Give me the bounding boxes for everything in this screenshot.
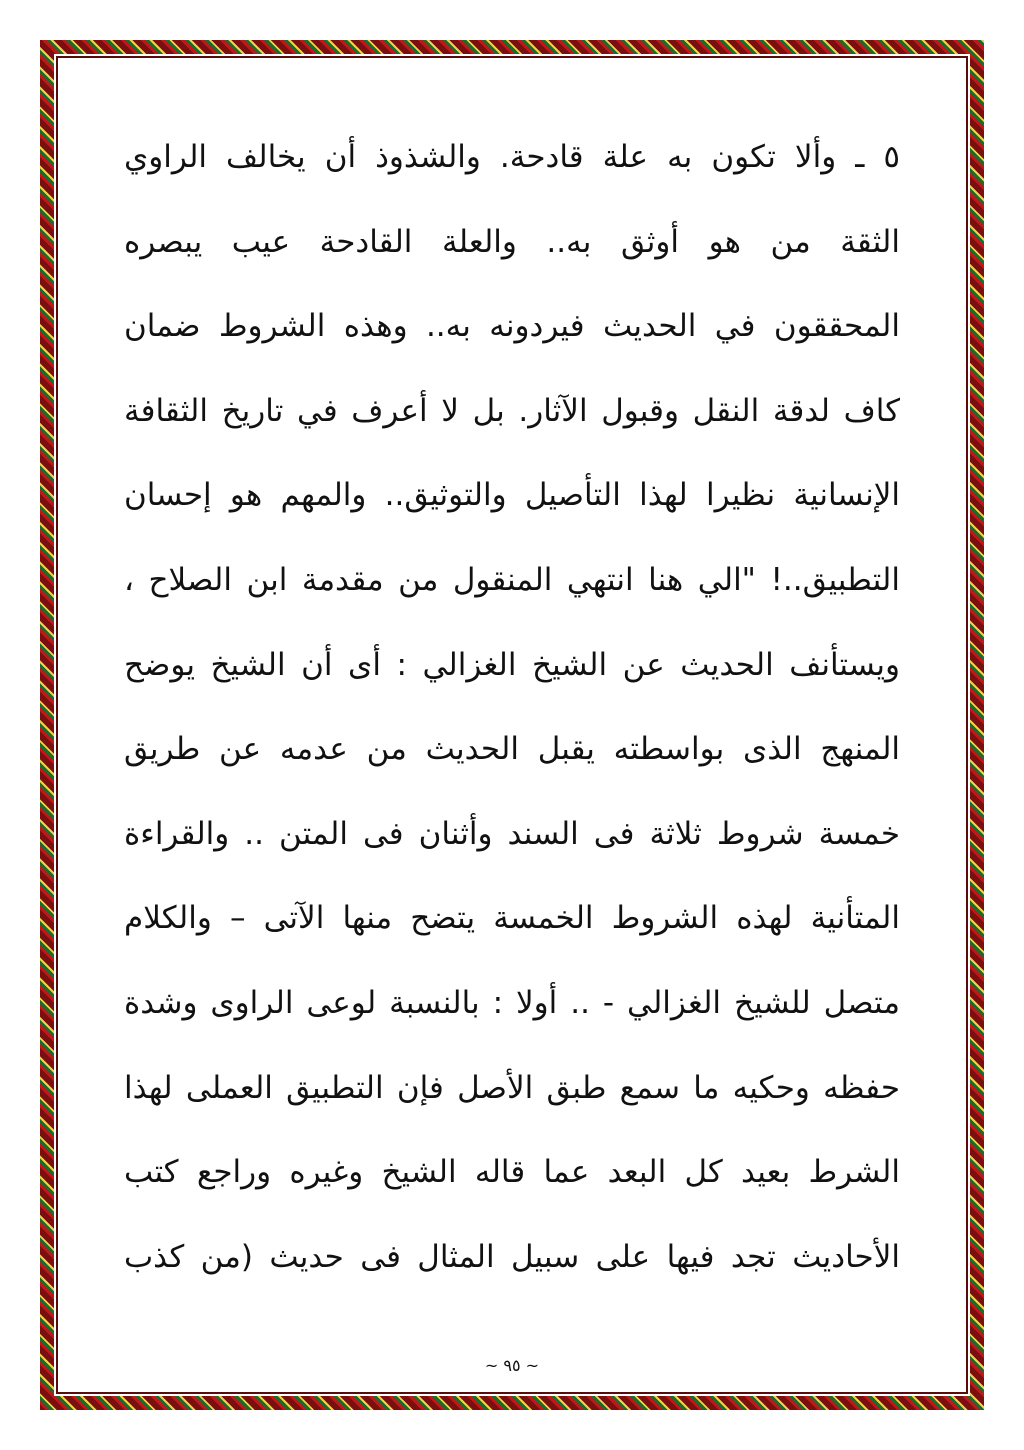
text-line-10: المتأنية لهذه الشروط الخمسة يتضح منها الآتى – والكلام bbox=[124, 900, 900, 937]
text-line-8: المنهج الذى بواسطته يقبل الحديث من عدمه عن طريق bbox=[124, 731, 900, 768]
text-line-9: خمسة شروط ثلاثة فى السند وأثنان فى المتن .. والقراءة bbox=[124, 815, 900, 852]
text-line-11: متصل للشيخ الغزالي - .. أولا : بالنسبة لوعى الراوى وشدة bbox=[124, 984, 900, 1021]
text-line-5: الإنسانية نظيرا لهذا التأصيل والتوثيق.. والمهم هو إحسان bbox=[124, 477, 900, 514]
text-line-14: الأحاديث تجد فيها على سبيل المثال فى حديث (من كذب bbox=[124, 1238, 900, 1275]
text-line-13: الشرط بعيد كل البعد عما قاله الشيخ وغيره وراجع كتب bbox=[124, 1154, 900, 1191]
text-line-12: حفظه وحكيه ما سمع طبق الأصل فإن التطبيق العملى لهذا bbox=[124, 1069, 900, 1106]
text-line-1: ٥ ـ وألا تكون به علة قادحة. والشذوذ أن يخالف الراوي bbox=[124, 139, 900, 175]
body-text bbox=[124, 122, 900, 1306]
text-line-7: ويستأنف الحديث عن الشيخ الغزالي : أى أن الشيخ يوضح bbox=[124, 646, 900, 683]
text-line-4: كاف لدقة النقل وقبول الآثار. بل لا أعرف في تاريخ الثقافة bbox=[124, 392, 900, 429]
page-number: ~ ٩٥ ~ bbox=[484, 1356, 540, 1375]
text-line-6: التطبيق..! "الي هنا انتهي المنقول من مقدمة ابن الصلاح ، bbox=[124, 561, 900, 598]
text-line-2: الثقة من هو أوثق به.. والعلة القادحة عيب يبصره bbox=[124, 223, 900, 260]
text-line-3: المحققون في الحديث فيردونه به.. وهذه الشروط ضمان bbox=[124, 308, 900, 345]
